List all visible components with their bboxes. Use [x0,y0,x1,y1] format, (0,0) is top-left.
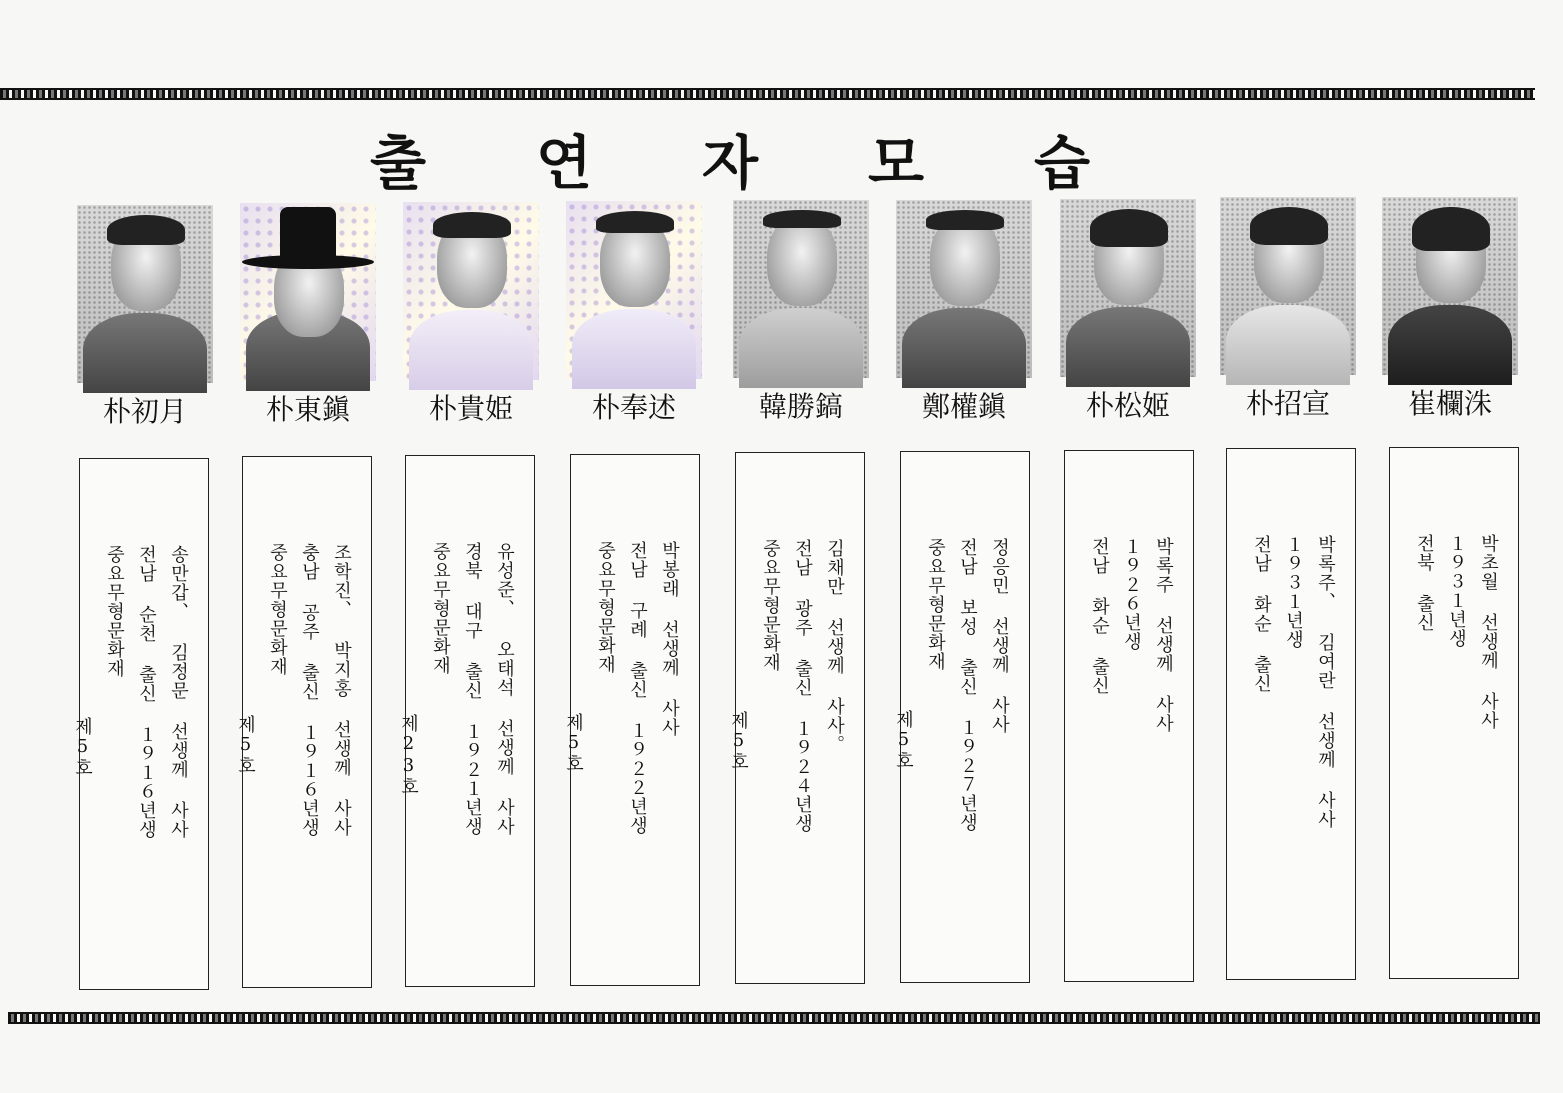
performer-bio-box [72,458,209,990]
performer-bio-box [1226,448,1356,980]
performer-card [240,203,376,427]
portrait-photo [896,200,1032,378]
bio-heritage: 중요무형문화재 [925,538,946,671]
bio-teacher: 정응민 선생께 사사 [989,538,1010,734]
bio-birth-year: １９３１년생 [1446,534,1467,648]
portrait-photo [403,202,539,380]
bio-registration: 제5호 [893,710,914,770]
bio-birth-year: １９３１년생 [1283,535,1304,649]
bio-origin: 전북 출신 [1414,534,1435,632]
bio-teacher: 송만갑、 김정문 선생께 사사 [168,545,189,839]
performer-bio-box [728,452,865,984]
performer-bio [392,542,520,972]
performer-bio [1245,535,1341,965]
performer-bio [1083,537,1179,967]
performer-bio [229,543,357,973]
bio-origin: 전남 순천 출신 １９１６년생 [136,545,157,839]
bio-registration: 제5호 [563,713,584,773]
bio-heritage: 중요무형문화재 [267,543,288,676]
performer-bio-box [1064,450,1194,982]
portrait-photo [1382,197,1518,375]
performer-card [566,201,702,425]
bio-birth-year: １９２６년생 [1121,537,1142,651]
bio-teacher: 박록주 선생께 사사 [1153,537,1174,733]
portrait-photo [566,201,702,379]
bio-origin: 충남 공주 출신 １９１６년생 [299,543,320,837]
performer-bio-box [1389,447,1519,979]
performer-bio-box [398,455,535,987]
performer-name: 鄭權鎭 [921,390,1006,423]
bio-origin: 경북 대구 출신 １９２１년생 [462,542,483,836]
bio-heritage: 중요무형문화재 [430,542,451,675]
bio-teacher: 박초월 선생께 사사 [1478,534,1499,730]
portrait-photo [77,205,213,383]
bottom-ornamental-border [8,1012,1540,1024]
portrait-photo [1060,199,1196,377]
bio-heritage: 중요무형문화재 [595,541,616,674]
title-char: 자 [701,129,758,197]
performer-card [1220,197,1356,421]
performer-name: 朴奉述 [591,391,676,424]
bio-origin: 전남 구례 출신 １９２２년생 [627,541,648,835]
performer-card [1382,197,1518,421]
performer-name: 朴松姬 [1085,389,1170,422]
performer-bio-box [563,454,700,986]
bio-teacher: 박봉래 선생께 사사 [659,541,680,737]
performer-bio [722,539,850,969]
performer-bio-box [893,451,1030,983]
performer-card [403,202,539,426]
bio-origin: 전남 화순 출신 [1251,535,1272,693]
portrait-photo [733,200,869,378]
performer-name: 崔欄洙 [1407,387,1492,420]
bio-origin: 전남 화순 출신 [1089,537,1110,695]
title-char: 출 [370,129,427,197]
title-char: 모 [867,129,924,197]
performer-bio-box [235,456,372,988]
bio-origin: 전남 광주 출신 １９２４년생 [792,539,813,833]
performer-bio [66,545,194,975]
performer-bio [887,538,1015,968]
performer-name: 朴初月 [102,395,187,428]
performer-name: 韓勝鎬 [758,390,843,423]
portrait-photo [1220,197,1356,375]
bio-heritage: 중요무형문화재 [104,545,125,678]
performer-card [733,200,869,424]
bio-registration: 제23호 [398,714,419,796]
bio-registration: 제5호 [72,717,93,777]
bio-teacher: 유성준、 오태석 선생께 사사 [494,542,515,836]
performer-name: 朴貴姫 [428,392,513,425]
bio-teacher: 김채만 선생께 사사。 [824,539,845,754]
performer-name: 朴東鎭 [265,393,350,426]
bio-registration: 제5호 [728,711,749,771]
bio-heritage: 중요무형문화재 [760,539,781,672]
performer-card [77,205,213,429]
title-char: 연 [535,129,593,197]
performer-bio [557,541,685,971]
title-char: 습 [1033,129,1090,197]
bio-teacher: 박록주、 김여란 선생께 사사 [1315,535,1336,829]
bio-registration: 제5호 [235,715,256,775]
performer-bio [1408,534,1504,964]
performer-card [1060,199,1196,423]
bio-origin: 전남 보성 출신 １９２７년생 [957,538,978,832]
portrait-photo [240,203,376,381]
performer-name: 朴招宣 [1245,387,1330,420]
performer-card [896,200,1032,424]
bio-teacher: 조학진、 박지홍 선생께 사사 [331,543,352,837]
